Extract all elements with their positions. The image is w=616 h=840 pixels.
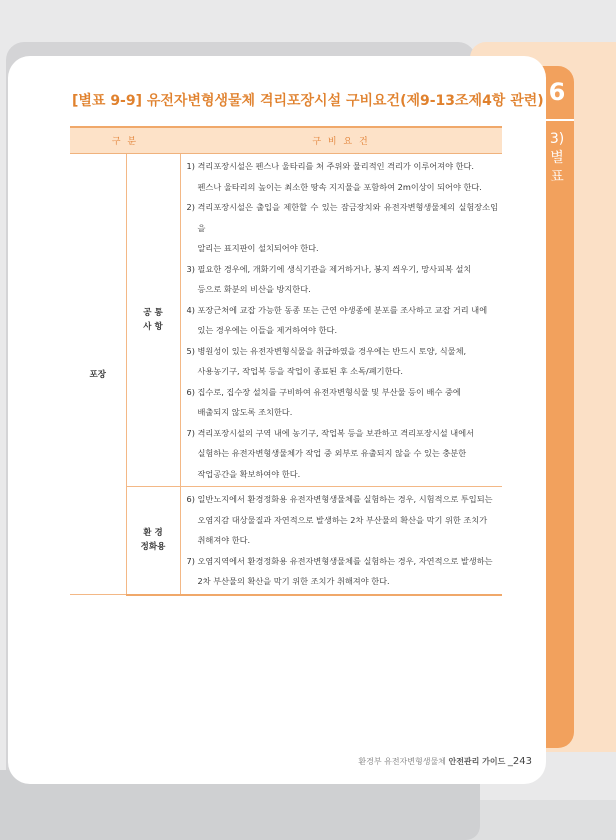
item-line: 2차 부산물의 확산을 막기 위한 조치가 취해져야 한다.	[197, 576, 390, 586]
item-line: 오염지역에서 환경정화용 유전자변형생물체를 실험하는 경우, 자연적으로 발생하는	[197, 555, 493, 566]
item-line: 실험하는 유전자변형생물체가 작업 중 외부로 유출되지 않을 수 있는 충분한	[197, 448, 467, 458]
item-number: 3)	[186, 263, 195, 274]
requirements-cell	[180, 154, 502, 487]
requirement-item	[187, 259, 499, 300]
item-number: 7)	[186, 427, 195, 438]
requirements-cell	[180, 487, 502, 595]
item-line: 사용농기구, 작업복 등을 작업이 종료된 후 소독/폐기한다.	[197, 366, 403, 376]
subcategory-line: 공 통	[143, 308, 163, 318]
tab-section-char-2: 표	[550, 169, 564, 185]
item-line: 작업공간을 확보하여야 한다.	[197, 468, 301, 479]
item-number: 5)	[186, 345, 195, 356]
item-line: 병원성이 있는 유전자변형식물을 취급하였을 경우에는 반드시 토양, 식물체,	[197, 345, 467, 356]
requirement-item	[187, 423, 499, 485]
header-category: 구 분	[70, 127, 180, 154]
tab-section-char-1: 별	[550, 150, 564, 166]
item-number: 4)	[186, 304, 195, 315]
chapter-number: 6	[548, 78, 566, 106]
item-number: 7)	[186, 555, 195, 566]
table-row	[70, 154, 502, 487]
table-header-row	[70, 127, 502, 154]
item-line: 알리는 표지판이 설치되어야 한다.	[197, 243, 319, 253]
requirement-item	[187, 382, 499, 423]
header-requirements: 구 비 요 건	[180, 127, 502, 154]
subcategory-line: 정화용	[140, 542, 166, 553]
item-line: 격리포장시설의 구역 내에 농기구, 작업복 등을 보관하고 격리포장시설 내에서	[197, 427, 475, 438]
item-line: 있는 경우에는 이들을 제거하여야 한다.	[197, 325, 338, 335]
item-number: 6)	[186, 494, 195, 504]
item-line: 격리포장시설은 펜스나 울타리를 쳐 주위와 물리적인 격리가 이루어져야 한다.	[197, 161, 475, 171]
item-number: 6)	[186, 386, 195, 397]
item-number: 1)	[186, 161, 195, 171]
requirement-item	[187, 300, 499, 341]
item-line: 집수로, 집수장 설치를 구비하여 유전자변형식물 및 부산물 등이 배수 중에	[197, 386, 461, 397]
page-number: _243	[507, 756, 532, 767]
item-line: 취해져야 한다.	[197, 535, 251, 545]
item-line: 필요한 경우에, 개화기에 생식기관을 제거하거나, 봉지 씌우기, 망사피복 설치	[197, 263, 472, 274]
requirement-item	[187, 341, 499, 382]
table-row	[70, 487, 502, 595]
requirement-item	[187, 489, 499, 551]
requirement-item	[187, 156, 499, 197]
requirements-table	[70, 126, 502, 596]
requirement-item	[187, 197, 499, 259]
item-line: 펜스나 울타리의 높이는 최소한 땅속 지지물을 포함하여 2m이상이 되어야 한다.	[197, 181, 482, 192]
subcategory-cell	[126, 154, 180, 487]
item-number: 2)	[186, 202, 195, 212]
page-footer	[0, 756, 532, 767]
item-line: 등으로 화분의 비산을 방지한다.	[197, 284, 311, 294]
subcategory-line: 사 항	[143, 322, 163, 332]
requirement-item	[187, 551, 499, 592]
item-line: 포장근처에 교잡 가능한 동종 또는 근연 야생종에 분포를 조사하고 교잡 거리 내에	[197, 304, 488, 315]
subcategory-cell	[126, 487, 180, 595]
item-line: 오염지감 대상물질과 자연적으로 발생하는 2차 부산물의 확산을 막기 위한 조치가	[197, 514, 488, 525]
item-line: 일반노지에서 환경정화용 유전자변형생물체를 실험하는 경우, 시험적으로 투입되는	[197, 494, 493, 504]
category-cell: 포장	[70, 154, 126, 595]
page-title: [별표 9-9] 유전자변형생물체 격리포장시설 구비요건(제9-13조제4항 관련)	[72, 93, 544, 109]
tab-section-number: 3)	[549, 131, 565, 147]
item-line: 격리포장시설은 출입을 제한할 수 있는 잠금장치와 유전자변형생물체의 실험장소임을	[197, 202, 498, 233]
item-line: 배출되지 않도록 조치한다.	[197, 407, 293, 417]
footer-guide-title: 안전관리 가이드	[448, 757, 506, 766]
subcategory-line: 환 경	[143, 528, 163, 539]
footer-publisher: 환경부 유전자변형생물체	[358, 757, 446, 766]
